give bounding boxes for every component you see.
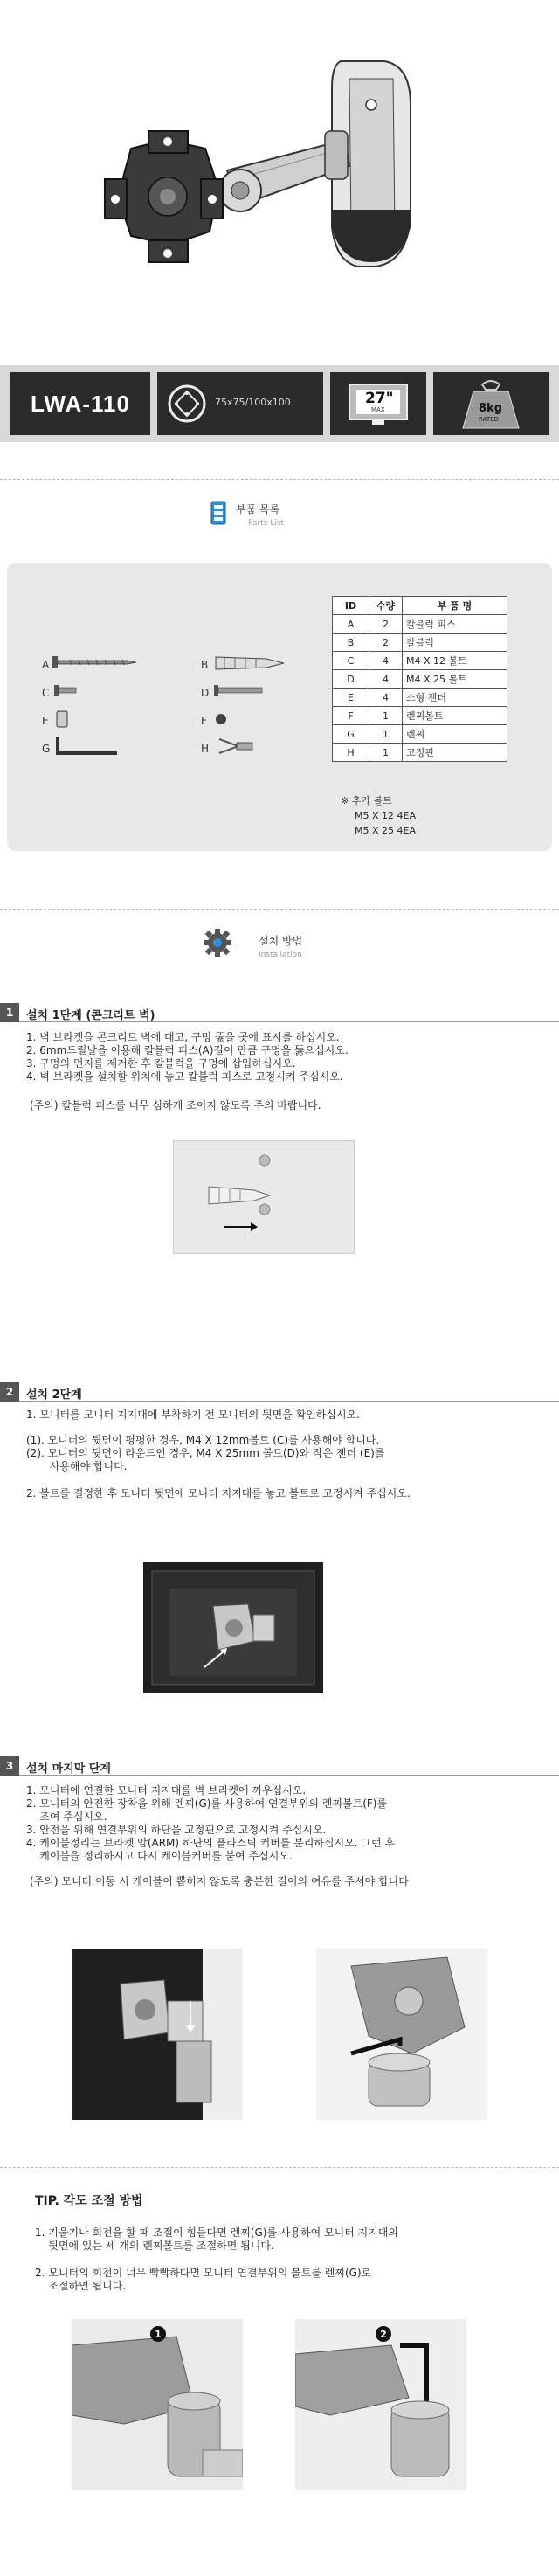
divider	[0, 2167, 559, 2168]
step-underline	[19, 1775, 559, 1776]
wrench-adjust-illustration	[295, 2319, 466, 2490]
wall-mount-illustration	[0, 0, 559, 350]
table-row: D 4 M4 X 25 볼트	[333, 670, 507, 689]
tip-badge-1: 1	[150, 2326, 166, 2342]
step-3-header	[0, 1756, 559, 1776]
hex-bolt-f-icon	[214, 711, 231, 727]
part-label-c: C	[42, 687, 50, 699]
step-title: 설치 1단계 (콘크리트 벽)	[26, 1009, 155, 1022]
gear-icon	[203, 928, 232, 958]
table-row: H 1 고정핀	[333, 744, 507, 762]
parts-list-subtitle: Parts List	[248, 519, 285, 528]
screen-size-value: 27"	[365, 390, 394, 407]
step-underline	[19, 1401, 559, 1402]
part-label-b: B	[201, 659, 209, 671]
tip-line: 1. 기울기나 회전을 할 때 조절이 힘들다면 렌찌(G)를 사용하여 모니터 지지대의 뒷면에 있는 세 개의 렌찌볼트를 조절하면 됩니다.	[35, 2226, 399, 2252]
product-hero	[0, 0, 559, 350]
bolt-d-icon	[214, 683, 266, 697]
vesa-text: 75x75/100x100	[215, 397, 291, 408]
step-line: 1. 모니터를 모니터 지지대에 부착하기 전 모니터의 뒷면을 확인하십시오.	[26, 1409, 360, 1421]
step-1-header	[0, 1003, 559, 1022]
tip-text	[35, 2226, 542, 2293]
table-row: E 4 소형 젠더	[333, 689, 507, 707]
screen-size-spec	[330, 372, 426, 435]
part-label-a: A	[42, 659, 50, 671]
step-line: 4. 벽 브라켓을 설치할 위치에 놓고 칼블럭 피스로 고정시켜 주십시오.	[26, 1070, 343, 1083]
tip-line: 2. 모니터의 회전이 너무 빡빡하다면 모니터 연결부위의 볼트를 렌찌(G)로 조절하면 됩니다.	[35, 2267, 372, 2292]
step-line: 2. 모니터의 안전한 장착을 위해 렌찌(G)를 사용하여 연결부위의 렌찌볼트(F)를 조여 주십시오.	[26, 1797, 388, 1823]
parts-list-title: 부품 목록	[236, 503, 280, 516]
tip-photo-1	[72, 2319, 243, 2490]
step-line: 3. 구멍의 먼지를 제거한 후 칼블럭을 구멍에 삽입하십시오.	[26, 1057, 296, 1070]
spacer-e-icon	[54, 710, 72, 729]
step-3-photo-left	[72, 1949, 243, 2120]
step-line: 3. 안전을 위해 연결부위의 하단을 고정핀으로 고정시켜 주십시오.	[26, 1824, 327, 1836]
step-line: (1). 모니터의 뒷면이 평평한 경우, M4 X 12mm볼트 (C)를 사용해야 합니다.	[26, 1434, 380, 1446]
monitor-back-illustration	[143, 1562, 323, 1693]
step-number: 1	[0, 1003, 19, 1022]
step-2-text	[26, 1409, 550, 1500]
part-label-e: E	[42, 715, 49, 727]
monitor-mount-illustration	[72, 1949, 243, 2120]
step-3-photo-right	[316, 1949, 487, 2120]
spec-band	[0, 365, 559, 442]
col-qty: 수량	[369, 597, 403, 615]
hex-wrench-g-icon	[54, 734, 124, 760]
divider	[0, 479, 559, 480]
step-line: 4. 케이블정리는 브라켓 암(ARM) 하단의 플라스틱 커버를 분리하십시오. 그런 후 케이블을 정리하시고 다시 케이블커버를 붙여 주십시오.	[26, 1837, 396, 1862]
pin-h-icon	[214, 734, 258, 760]
tip-photo-2	[295, 2319, 466, 2490]
col-name: 부 품 명	[403, 597, 507, 615]
table-row: B 2 칼블럭	[333, 634, 507, 652]
part-label-h: H	[201, 743, 210, 755]
table-row: C 4 M4 X 12 볼트	[333, 652, 507, 670]
tip-title: TIP. 각도 조절 방법	[35, 2194, 143, 2208]
vesa-spec	[157, 372, 323, 435]
table-row: G 1 렌찌	[333, 725, 507, 744]
part-label-d: D	[201, 687, 210, 699]
wall-anchor-illustration	[174, 1141, 355, 1254]
model-name: LWA-110	[10, 372, 150, 435]
step-number: 2	[0, 1382, 19, 1402]
tip-badge-2: 2	[376, 2326, 391, 2342]
installation-title: 설치 방법	[259, 935, 303, 947]
col-id: ID	[333, 597, 369, 615]
load-rated: RATED	[479, 416, 499, 423]
load-spec	[433, 372, 549, 435]
extra-bolts	[341, 793, 416, 838]
step-title: 설치 2단계	[26, 1388, 82, 1402]
anchor-b-icon	[214, 654, 293, 673]
extra-bolts-title: ※ 추가 볼트	[341, 795, 392, 807]
table-row: F 1 렌찌볼트	[333, 707, 507, 725]
vesa-pattern-icon	[161, 372, 213, 435]
step-note: (주의) 칼블럭 피스를 너무 심하게 조이지 않도록 주의 바랍니다.	[30, 1099, 321, 1111]
parts-box-icon	[210, 500, 227, 526]
divider	[0, 909, 559, 910]
step-line: 1. 벽 브라켓을 콘크리트 벽에 대고, 구멍 뚫을 곳에 표시를 하십시오.	[26, 1031, 340, 1043]
step-2-header	[0, 1382, 559, 1402]
screen-size-max: MAX	[371, 406, 385, 413]
step-note: (주의) 모니터 이동 시 케이블이 뽑히지 않도록 충분한 길이의 여유를 주셔야 합니다	[30, 1875, 409, 1887]
step-line: 2. 6mm드릴날을 이용해 칼블럭 피스(A)길이 만큼 구멍을 뚫으십시오.	[26, 1044, 349, 1056]
step-title: 설치 마지막 단계	[26, 1762, 111, 1776]
part-label-f: F	[201, 715, 207, 727]
step-2-photo	[143, 1562, 323, 1693]
table-row: A 2 칼블럭 피스	[333, 615, 507, 634]
part-label-g: G	[42, 743, 51, 755]
bolt-c-icon	[54, 683, 80, 697]
extra-bolt-1: M5 X 12 4EA	[355, 810, 416, 821]
step-underline	[19, 1021, 559, 1022]
joint-adjust-illustration	[72, 2319, 243, 2490]
parts-table	[332, 596, 507, 762]
step-line: 1. 모니터에 연결한 모니터 지지대를 벽 브라켓에 끼우십시오.	[26, 1784, 307, 1797]
step-number: 3	[0, 1756, 19, 1776]
installation-subtitle: Installation	[259, 951, 302, 959]
wrench-tightening-illustration	[316, 1949, 487, 2120]
step-3-text	[26, 1784, 550, 1888]
step-1-text	[26, 1031, 550, 1112]
step-line: 2. 볼트를 결정한 후 모니터 뒷면에 모니터 지지대를 놓고 볼트로 고정시켜 주십시오.	[26, 1487, 411, 1499]
load-value: 8kg	[479, 402, 502, 415]
screw-a-icon	[52, 654, 140, 671]
step-line: (2). 모니터의 뒷면이 라운드인 경우, M4 X 25mm 볼트(D)와 작은 젠더 (E)를 사용해야 합니다.	[26, 1447, 385, 1472]
extra-bolt-2: M5 X 25 4EA	[355, 825, 416, 836]
step-1-photo	[173, 1140, 355, 1254]
